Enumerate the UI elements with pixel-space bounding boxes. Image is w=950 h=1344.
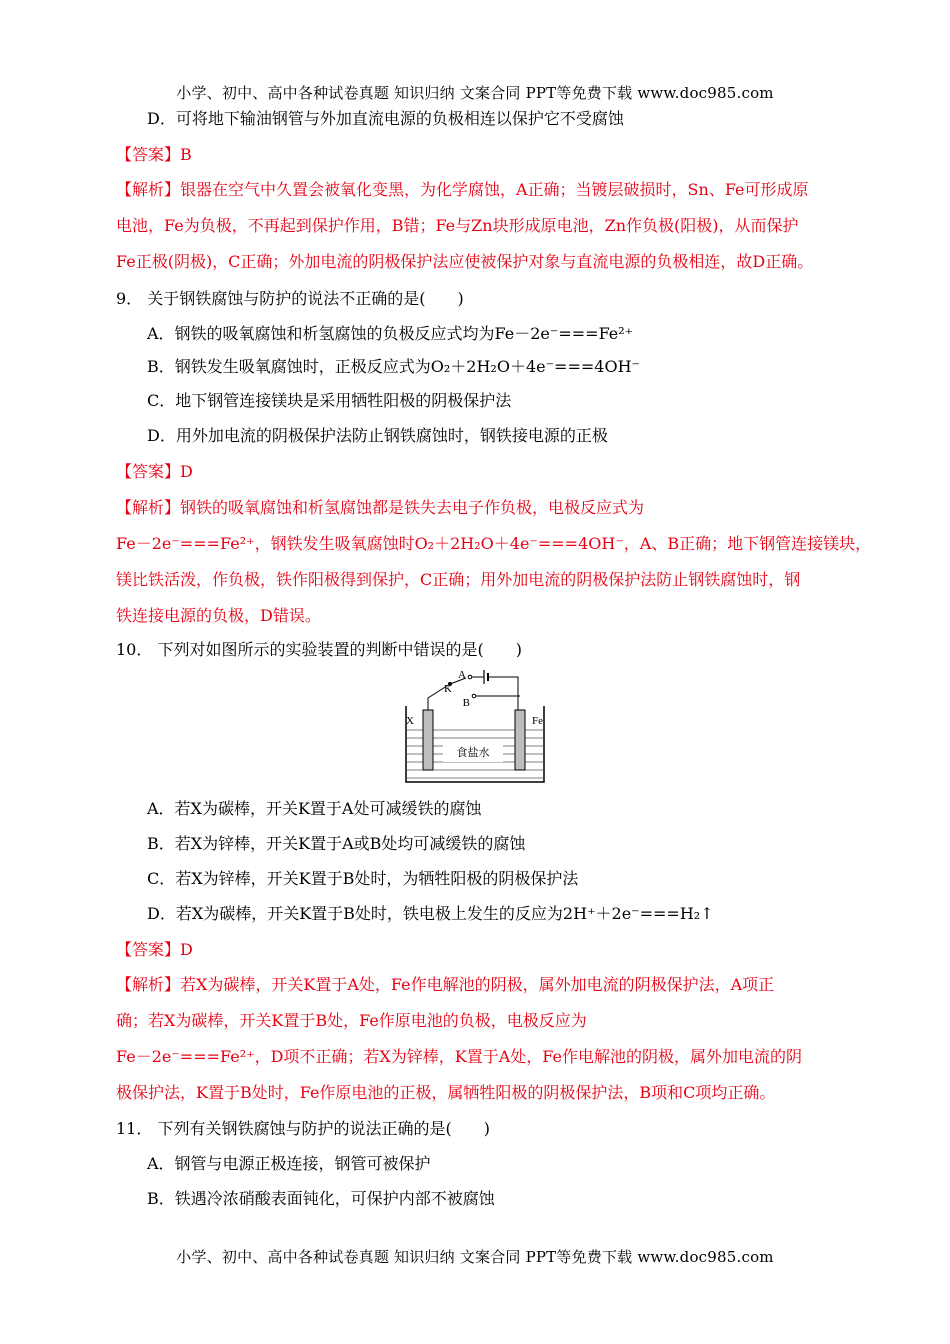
q9-explanation-line-4: 铁连接电源的负极，D错误。 (116, 606, 321, 625)
q9-stem: 9． 关于钢铁腐蚀与防护的说法不正确的是( ) (116, 289, 464, 308)
q9-option-b: B．钢铁发生吸氧腐蚀时，正极反应式为O₂＋2H₂O＋4e⁻===4OH⁻ (147, 357, 640, 376)
q9-option-c: C．地下钢管连接镁块是采用牺牲阳极的阴极保护法 (147, 391, 512, 410)
figure-label-k: K (444, 683, 452, 695)
q10-option-b: B．若X为锌棒，开关K置于A或B处均可减缓铁的腐蚀 (147, 834, 526, 853)
q10-explanation-line-2: 确；若X为碳棒，开关K置于B处，Fe作原电池的负极，电极反应为 (116, 1011, 587, 1030)
electrochemistry-apparatus-diagram (398, 666, 558, 786)
q10-explanation-line-1: 【解析】若X为碳棒，开关K置于A处，Fe作电解池的阴极，属外加电流的阴极保护法，A项正 (116, 975, 775, 994)
figure-label-x: X (406, 715, 414, 727)
q9-explanation-line-2: Fe－2e⁻===Fe²⁺，钢铁发生吸氧腐蚀时O₂＋2H₂O＋4e⁻===4OH⁻，A、B正确；地下钢管连接镁块， (116, 534, 872, 553)
q9-explanation-line-1: 【解析】钢铁的吸氧腐蚀和析氢腐蚀都是铁失去电子作负极，电极反应式为 (116, 498, 645, 517)
q9-explanation-line-3: 镁比铁活泼，作负极，铁作阳极得到保护，C正确；用外加电流的阴极保护法防止钢铁腐蚀时，钢 (116, 570, 801, 589)
q8-option-d: D．可将地下输油钢管与外加直流电源的负极相连以保护它不受腐蚀 (147, 109, 624, 128)
q9-option-a: A．钢铁的吸氧腐蚀和析氢腐蚀的负极反应式均为Fe－2e⁻===Fe²⁺ (147, 324, 634, 343)
q10-answer: 【答案】D (116, 940, 193, 959)
figure-label-fe: Fe (532, 715, 543, 727)
q8-answer: 【答案】B (116, 145, 192, 164)
q10-option-d: D．若X为碳棒，开关K置于B处时，铁电极上发生的反应为2H⁺＋2e⁻===H₂↑ (147, 904, 714, 923)
q10-explanation-line-4: 极保护法，K置于B处时，Fe作原电池的正极，属牺牲阳极的阴极保护法，B项和C项均正确。 (116, 1083, 776, 1102)
figure-label-salt-water: 食盐水 (456, 746, 490, 759)
q10-option-a: A．若X为碳棒，开关K置于A处可减缓铁的腐蚀 (147, 799, 482, 818)
q11-option-b: B．铁遇冷浓硝酸表面钝化，可保护内部不被腐蚀 (147, 1189, 495, 1208)
page-header: 小学、初中、高中各种试卷真题 知识归纳 文案合同 PPT等免费下载 www.doc985.com (176, 84, 774, 102)
q8-explanation-line-3: Fe正极(阴极)，C正确；外加电流的阴极保护法应使被保护对象与直流电源的负极相连，故D正确。 (116, 252, 814, 271)
q11-stem: 11． 下列有关钢铁腐蚀与防护的说法正确的是( ) (116, 1119, 490, 1138)
figure-label-a: A (458, 669, 466, 681)
q8-explanation-line-1: 【解析】银器在空气中久置会被氧化变黑，为化学腐蚀，A正确；当镀层破损时，Sn、Fe可形成原 (116, 180, 809, 199)
q8-explanation-line-2: 电池，Fe为负极，不再起到保护作用，B错；Fe与Zn块形成原电池，Zn作负极(阳极)，从而保护 (116, 216, 799, 235)
q9-option-d: D．用外加电流的阴极保护法防止钢铁腐蚀时，钢铁接电源的正极 (147, 426, 608, 445)
page-footer: 小学、初中、高中各种试卷真题 知识归纳 文案合同 PPT等免费下载 www.doc985.com (176, 1248, 774, 1266)
q10-stem: 10． 下列对如图所示的实验装置的判断中错误的是( ) (116, 640, 522, 659)
q9-answer: 【答案】D (116, 462, 193, 481)
figure-label-b: B (462, 697, 470, 709)
q10-option-c: C．若X为锌棒，开关K置于B处时，为牺牲阳极的阴极保护法 (147, 869, 579, 888)
q10-explanation-line-3: Fe－2e⁻===Fe²⁺，D项不正确；若X为锌棒，K置于A处，Fe作电解池的阴极，属外加电流的阴 (116, 1047, 802, 1066)
q11-option-a: A．钢管与电源正极连接，钢管可被保护 (147, 1154, 431, 1173)
